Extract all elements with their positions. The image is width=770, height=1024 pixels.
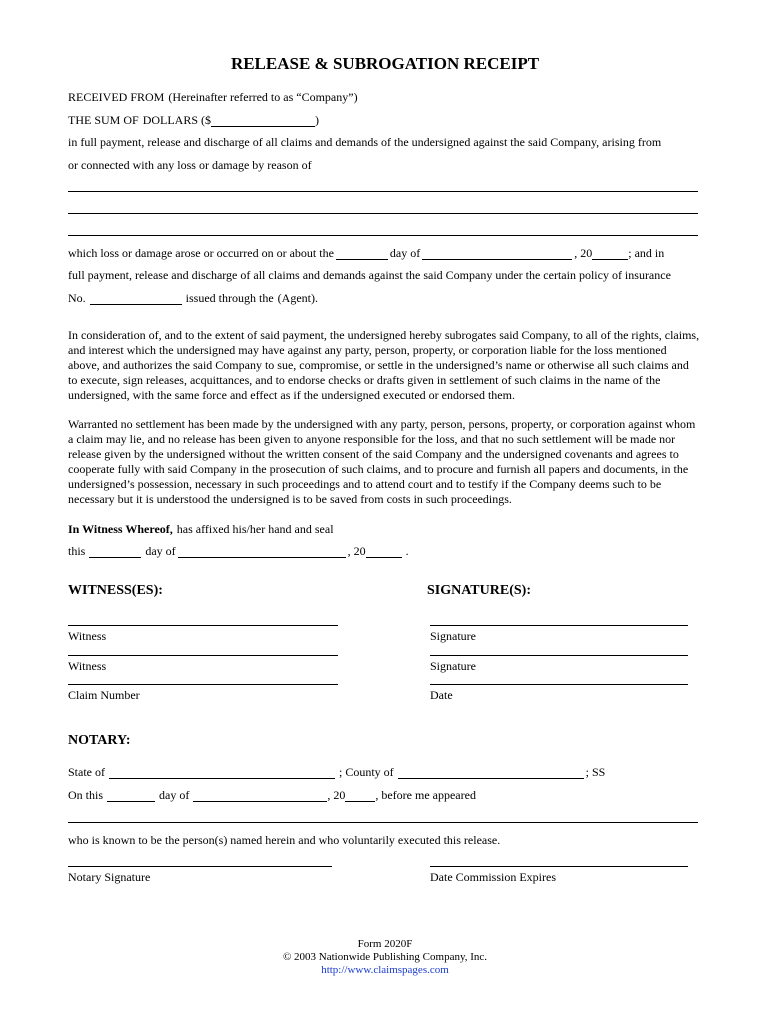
policy-number-line [68, 291, 700, 305]
received-from-label: RECEIVED FROM [68, 90, 165, 104]
document-title: RELEASE & SUBROGATION RECEIPT [230, 54, 540, 73]
notary-day-of: day of [159, 788, 190, 802]
connected-line [68, 158, 700, 172]
policy-no-label: No. [68, 291, 86, 305]
claim-number-label: Claim Number [68, 688, 140, 702]
this-day-of: day of [145, 544, 176, 558]
ss-label: ; SS [585, 765, 606, 779]
signature-1-label: Signature [430, 629, 476, 643]
notary-heading: NOTARY: [68, 733, 131, 748]
county-field[interactable] [398, 768, 584, 779]
state-county-line [68, 765, 700, 779]
before-me-label: , before me appeared [375, 788, 476, 802]
notary-signature-line[interactable] [68, 866, 332, 867]
dollars-close: ) [315, 113, 320, 127]
loss-date-text: which loss or damage arose or occurred on or about the [68, 246, 334, 260]
witness-1-label: Witness [68, 629, 107, 643]
policy-text-line [68, 268, 700, 282]
form-number: Form 2020F [357, 938, 413, 950]
dollars-amount-field[interactable] [211, 116, 315, 127]
policy-text: full payment, release and discharge of all claims and demands against the said Company under the certain policy of insurance [68, 268, 671, 282]
this-year-field[interactable] [366, 547, 402, 558]
dollars-label: DOLLARS ($ [142, 113, 212, 127]
state-label: State of [68, 765, 105, 779]
notary-month-field[interactable] [193, 791, 327, 802]
date-label: Date [430, 688, 453, 702]
known-text: who is known to be the person(s) named herein and who voluntarily executed this release. [68, 833, 501, 847]
issued-through-label: issued through the [185, 291, 274, 305]
this-day-field[interactable] [89, 547, 141, 558]
sum-label: THE SUM OF [68, 113, 139, 127]
signature-1-line[interactable] [430, 625, 688, 626]
loss-date-line [68, 246, 700, 260]
known-line [68, 833, 700, 847]
witnesses-heading: WITNESS(ES): [68, 583, 163, 598]
full-payment-text [68, 135, 700, 149]
county-label: ; County of [339, 765, 394, 779]
witness-1-line[interactable] [68, 625, 338, 626]
notary-year-field[interactable] [345, 791, 375, 802]
received-from-line [68, 90, 700, 104]
this-month-field[interactable] [178, 547, 346, 558]
on-this-line [68, 788, 700, 802]
loss-month-field[interactable] [422, 249, 572, 260]
connected-label: or connected with any loss or damage by reason of [68, 158, 312, 172]
state-field[interactable] [109, 768, 335, 779]
notary-signature-label: Notary Signature [68, 870, 151, 884]
website-link[interactable]: http://www.claimspages.com [321, 964, 449, 976]
signature-2-label: Signature [430, 659, 476, 673]
sum-line [68, 113, 700, 127]
witness-whereof-line [68, 522, 700, 536]
this-year-prefix: , 20 [347, 544, 366, 558]
witness-2-label: Witness [68, 659, 107, 673]
copyright: © 2003 Nationwide Publishing Company, Inc. [282, 951, 488, 963]
date-line[interactable] [430, 684, 688, 685]
on-this-label: On this [68, 788, 104, 802]
loss-year-field[interactable] [592, 249, 628, 260]
loss-reason-line-4[interactable] [68, 235, 698, 236]
warranty-paragraph: Warranted no settlement has been made by the undersigned with any party, person, persons, property, or corporation against whom a claim may lie, and no release has been given to anyone responsible for the loss, and that no such settlement will be made nor release given by the undersigned without the written consent of the said Company and the undersigned covenants and agrees to cooperate fully with said Company in the prosecution of such claims, and to procure and furnish all papers and documents, in the undersigned’s possession, necessary in such proceedings and to attend court and to testify if the Company deems such to be necessary but it is understood the undersigned is to be saved from costs in such proceedings. [68, 417, 696, 506]
loss-date-tail: ; and in [628, 246, 665, 260]
loss-day-of: day of [389, 246, 421, 260]
signatures-heading: SIGNATURE(S): [427, 583, 531, 598]
witness-whereof-tail: has affixed his/her hand and seal [176, 522, 334, 536]
footer [0, 938, 770, 977]
signature-2-line[interactable] [430, 655, 688, 656]
agent-label: (Agent). [277, 291, 318, 305]
policy-number-field[interactable] [90, 294, 182, 305]
loss-day-field[interactable] [336, 249, 388, 260]
appeared-name-line-2[interactable] [68, 822, 698, 823]
commission-expires-line[interactable] [430, 866, 688, 867]
this-label: this [68, 544, 86, 558]
commission-expires-label: Date Commission Expires [430, 870, 556, 884]
witness-2-line[interactable] [68, 655, 338, 656]
received-from-suffix: (Hereinafter referred to as “Company”) [168, 90, 358, 104]
notary-day-field[interactable] [107, 791, 155, 802]
loss-reason-line-2[interactable] [68, 191, 698, 192]
subrogation-paragraph: In consideration of, and to the extent of said payment, the undersigned hereby subrogates said Company, to all of the rights, claims, and interest which the undersigned may have against any party, person, property, or corporation liable for the loss mentioned above, and authorizes the said Company to sue, compromise, or settle in the undersigned’s name or otherwise all such claims and to execute, sign releases, acquittances, and to endorse checks or drafts given in settlement of such claims in the name of the undersigned, with the same force and effect as if the undersigned executed or endorsed them. [68, 328, 700, 402]
loss-reason-line-3[interactable] [68, 213, 698, 214]
notary-year-prefix: , 20 [327, 788, 346, 802]
claim-number-line[interactable] [68, 684, 338, 685]
this-end: . [405, 544, 409, 558]
loss-year-prefix: , 20 [574, 246, 593, 260]
full-payment-sentence: in full payment, release and discharge of all claims and demands of the undersigned against the said Company, arising from [68, 135, 662, 149]
this-day-line [68, 544, 700, 558]
witness-whereof-label: In Witness Whereof, [68, 522, 173, 536]
